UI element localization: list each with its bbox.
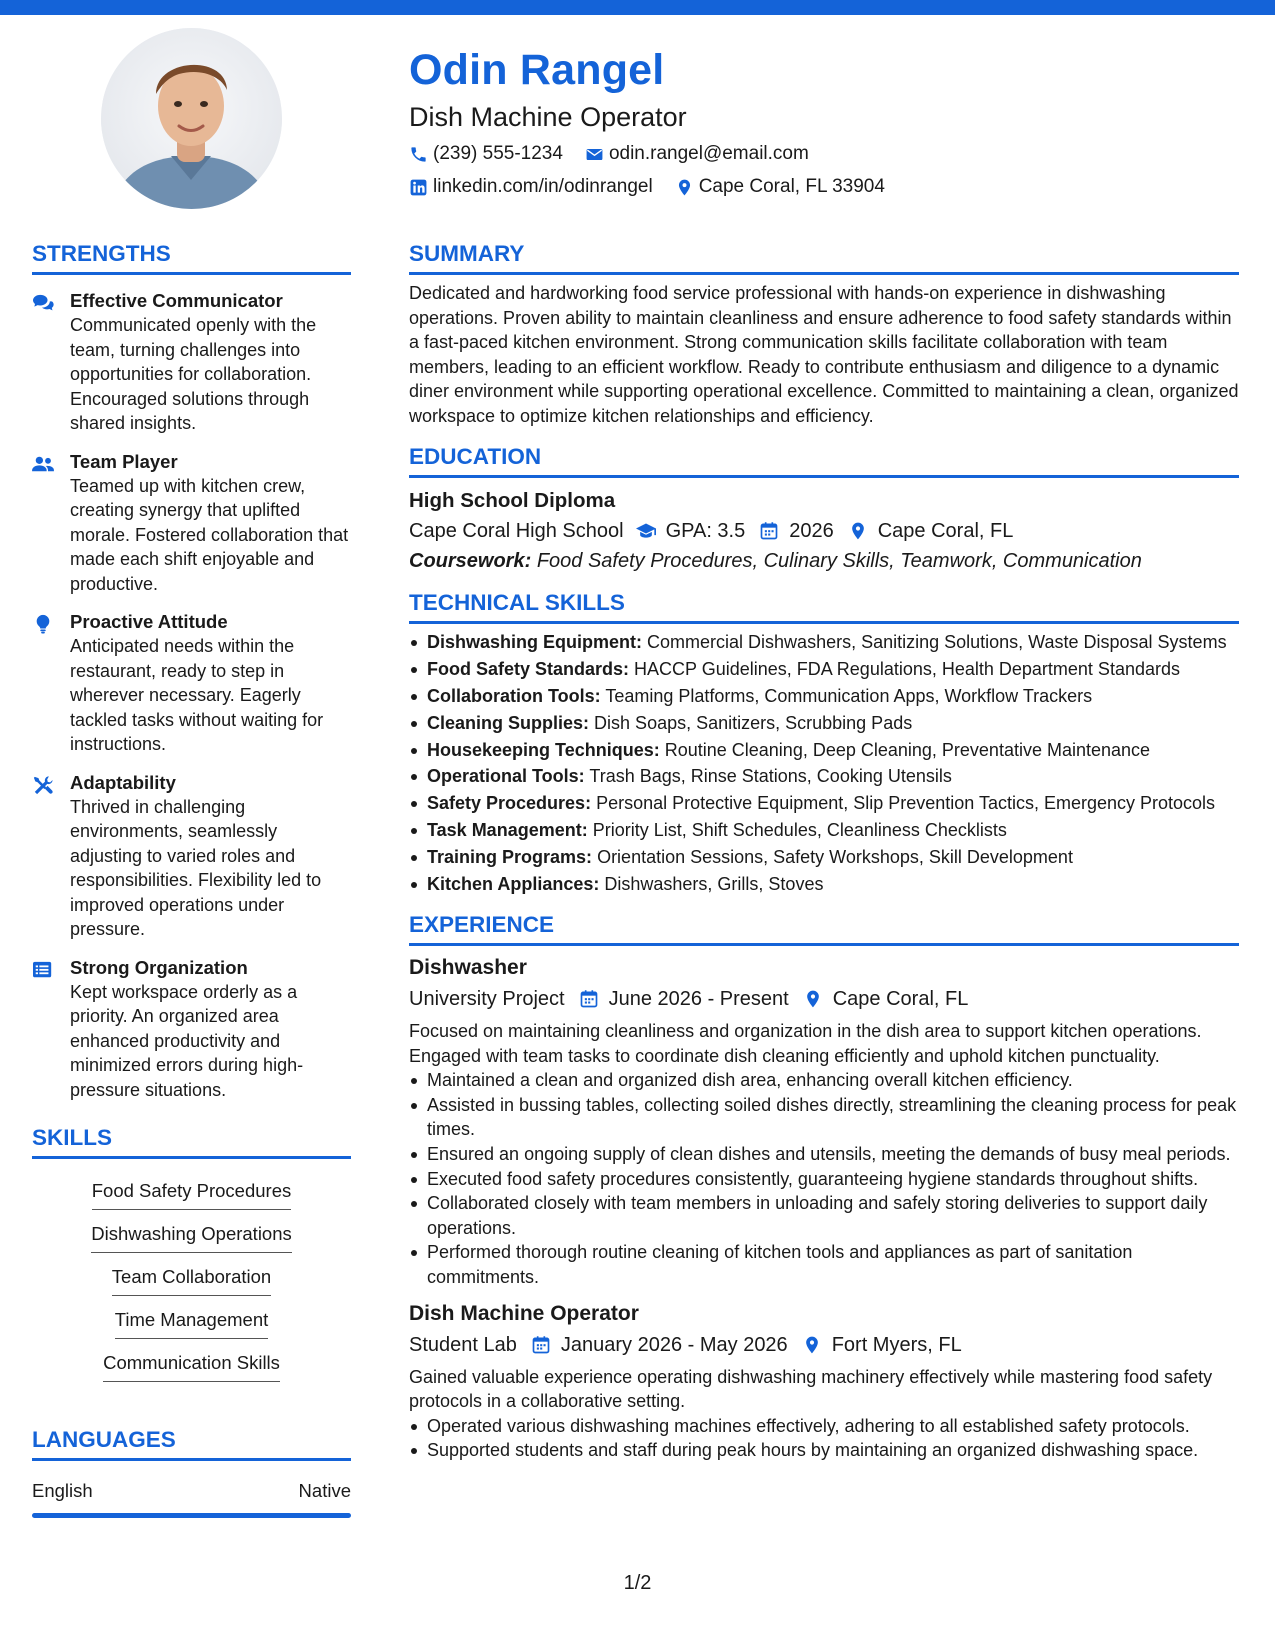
calendar-icon <box>759 521 779 541</box>
skills-heading: SKILLS <box>32 1124 351 1159</box>
tech-skill-label: Kitchen Appliances: <box>427 874 600 895</box>
list-item: Performed thorough routine cleaning of kitchen tools and appliances as part of sanitation commitments. <box>409 1240 1239 1289</box>
page-number: 1/2 <box>623 1572 652 1594</box>
contact-linkedin[interactable] <box>409 175 653 199</box>
tech-skill-label: Training Programs: <box>427 847 593 868</box>
tech-skill-value: Priority List, Shift Schedules, Cleanliness Checklists <box>592 820 1007 841</box>
list-item <box>409 711 1239 736</box>
skill-item: Food Safety Procedures <box>92 1179 292 1210</box>
strength-title: Strong Organization <box>70 956 248 978</box>
list-item: Supported students and staff during peak hours by maintaining an organized dishwashing space. <box>409 1438 1239 1463</box>
job-location: Fort Myers, FL <box>831 1333 962 1356</box>
summary-heading: SUMMARY <box>409 240 1239 275</box>
strength-item <box>32 289 351 436</box>
map-pin-icon <box>675 178 694 197</box>
job-title: Dishwasher <box>409 956 527 980</box>
skill-item: Communication Skills <box>103 1351 280 1382</box>
tech-skill-value: Dish Soaps, Sanitizers, Scrubbing Pads <box>594 712 913 733</box>
job-summary: Gained valuable experience operating dishwashing machinery effectively while mastering food safety protocols in a collaborative setting. <box>409 1366 1213 1412</box>
tech-skill-label: Food Safety Standards: <box>427 658 630 679</box>
language-item <box>32 1479 351 1503</box>
list-item <box>409 657 1239 682</box>
graduation-cap-icon <box>636 521 656 541</box>
map-pin-icon <box>802 1335 822 1355</box>
tech-skill-value: HACCP Guidelines, FDA Regulations, Health Department Standards <box>634 658 1180 679</box>
list-item <box>409 684 1239 709</box>
education-gpa: GPA: 3.5 <box>665 519 746 542</box>
comments-icon <box>32 293 54 313</box>
tech-skill-label: Cleaning Supplies: <box>427 712 590 733</box>
job-dates: June 2026 - Present <box>608 988 789 1011</box>
summary-text: Dedicated and hardworking food service professional with hands-on experience in dishwashing operations. Proven ability to maintain cleanliness and ensure adherence to food safety standards within a fast-paced kitchen environment. Strong communication skills facilitate collaboration with team members, leading to an efficient workflow. Ready to contribute enthusiasm and diligence to a dynamic diner environment while supporting operational excellence. Committed to maintaining a clean, organized workspace to optimize kitchen relationships and efficiency. <box>409 283 1239 426</box>
job-meta <box>409 985 1239 1013</box>
education-year: 2026 <box>789 519 834 542</box>
tech-skill-label: Task Management: <box>427 820 588 841</box>
strength-item <box>32 956 351 1103</box>
strength-desc: Anticipated needs within the restaurant, ready to step in wherever necessary. Eagerly tackled tasks without waiting for instructions. <box>70 636 324 754</box>
tools-icon <box>32 775 54 795</box>
technical-skills-list <box>409 630 1239 897</box>
map-pin-icon <box>803 989 823 1009</box>
job-title: Dish Machine Operator <box>409 1301 639 1325</box>
list-item <box>409 845 1239 870</box>
list-item: Operated various dishwashing machines effectively, adhering to all established safety protocols. <box>409 1414 1239 1439</box>
job-bullets <box>409 1068 1239 1289</box>
phone-text: (239) 555-1234 <box>433 143 563 164</box>
education-location: Cape Coral, FL <box>877 519 1014 542</box>
users-icon <box>32 454 54 474</box>
tech-skill-label: Collaboration Tools: <box>427 685 601 706</box>
profile-photo-image <box>101 28 282 209</box>
location-text: Cape Coral, FL 33904 <box>698 176 885 197</box>
strength-title: Team Player <box>70 450 178 472</box>
list-item <box>409 764 1239 789</box>
skills-list <box>32 1167 351 1382</box>
tech-skill-label: Operational Tools: <box>427 766 585 787</box>
right-column <box>409 240 1239 1463</box>
tech-skill-label: Housekeeping Techniques: <box>427 739 660 760</box>
list-item <box>409 738 1239 763</box>
tech-skill-label: Safety Procedures: <box>427 793 592 814</box>
contact-email[interactable] <box>585 142 809 166</box>
list-item <box>409 791 1239 816</box>
strengths-heading: STRENGTHS <box>32 240 351 275</box>
job-dates: January 2026 - May 2026 <box>560 1333 788 1356</box>
education-school: Cape Coral High School <box>409 519 624 542</box>
list-item: Assisted in bussing tables, collecting soiled dishes directly, streamlining the cleaning process for peak times. <box>409 1093 1239 1142</box>
linkedin-icon <box>409 178 428 197</box>
envelope-icon <box>585 145 604 164</box>
phone-icon <box>409 145 428 164</box>
strength-item <box>32 450 351 597</box>
top-accent-bar <box>0 0 1275 15</box>
education-degree: High School Diploma <box>409 488 616 512</box>
job-entry <box>409 1300 1239 1463</box>
list-item: Collaborated closely with team members in unloading and safely storing deliveries to support daily operations. <box>409 1191 1239 1240</box>
tech-skill-value: Dishwashers, Grills, Stoves <box>604 874 824 895</box>
coursework-label: Coursework: <box>409 549 532 572</box>
experience-heading: EXPERIENCE <box>409 911 1239 946</box>
email-text: odin.rangel@email.com <box>608 143 809 164</box>
tech-skill-value: Trash Bags, Rinse Stations, Cooking Utensils <box>589 766 952 787</box>
strength-title: Adaptability <box>70 771 176 793</box>
list-item <box>409 630 1239 655</box>
lightbulb-icon <box>32 614 54 634</box>
tech-skill-value: Orientation Sessions, Safety Workshops, Skill Development <box>597 847 1073 868</box>
list-item <box>409 818 1239 843</box>
list-item <box>409 872 1239 897</box>
resume-header <box>409 42 1239 199</box>
job-meta <box>409 1331 1239 1359</box>
skill-item: Dishwashing Operations <box>91 1222 292 1253</box>
languages-heading: LANGUAGES <box>32 1426 351 1461</box>
coursework-text: Food Safety Procedures, Culinary Skills, Teamwork, Communication <box>536 549 1142 572</box>
candidate-name: Odin Rangel <box>409 46 665 94</box>
linkedin-text: linkedin.com/in/odinrangel <box>433 176 653 197</box>
calendar-icon <box>531 1335 551 1355</box>
tech-skill-value: Teaming Platforms, Communication Apps, Workflow Trackers <box>605 685 1093 706</box>
technical-skills-heading: TECHNICAL SKILLS <box>409 589 1239 624</box>
contact-phone[interactable] <box>409 142 563 166</box>
strength-desc: Communicated openly with the team, turning challenges into opportunities for collaboration. Encouraged solutions through shared insights. <box>70 315 317 433</box>
language-level: Native <box>298 1480 351 1501</box>
tech-skill-value: Personal Protective Equipment, Slip Prevention Tactics, Emergency Protocols <box>596 793 1216 814</box>
job-entry <box>409 954 1239 1290</box>
calendar-icon <box>579 989 599 1009</box>
tech-skill-value: Commercial Dishwashers, Sanitizing Solutions, Waste Disposal Systems <box>647 631 1227 652</box>
skill-item: Team Collaboration <box>112 1265 271 1296</box>
strength-desc: Kept workspace orderly as a priority. An organized area enhanced productivity and minimized errors during high-pressure situations. <box>70 981 304 1100</box>
list-icon <box>32 960 54 980</box>
skill-item: Time Management <box>115 1308 269 1339</box>
job-org: Student Lab <box>409 1333 517 1356</box>
education-coursework <box>409 547 1239 575</box>
tech-skill-value: Routine Cleaning, Deep Cleaning, Preventative Maintenance <box>664 739 1151 760</box>
language-name: English <box>32 1480 93 1501</box>
job-bullets <box>409 1414 1239 1463</box>
job-summary: Focused on maintaining cleanliness and organization in the dish area to support kitchen operations. Engaged with team tasks to coordinate dish cleaning efficiently and uphold kitchen punctuality. <box>409 1021 1202 1066</box>
tech-skill-label: Dishwashing Equipment: <box>427 631 643 652</box>
list-item: Ensured an ongoing supply of clean dishes and utensils, meeting the demands of busy meal periods. <box>409 1142 1239 1167</box>
contact-location <box>675 175 885 199</box>
job-org: University Project <box>409 988 565 1011</box>
strength-desc: Thrived in challenging environments, seamlessly adjusting to varied roles and responsibilities. Flexibility led to improved operations under pressure. <box>70 796 322 939</box>
map-pin-icon <box>848 521 868 541</box>
strength-item <box>32 610 351 757</box>
language-proficiency-bar <box>32 1513 351 1518</box>
strength-title: Proactive Attitude <box>70 611 228 632</box>
candidate-title: Dish Machine Operator <box>409 102 687 132</box>
list-item: Maintained a clean and organized dish area, enhancing overall kitchen efficiency. <box>409 1068 1239 1093</box>
contact-row-2 <box>409 175 1239 199</box>
job-location: Cape Coral, FL <box>832 988 969 1011</box>
list-item: Executed food safety procedures consistently, guaranteeing hygiene standards throughout shifts. <box>409 1167 1239 1192</box>
contact-row-1 <box>409 142 1239 166</box>
strength-desc: Teamed up with kitchen crew, creating synergy that uplifted morale. Fostered collaboration that made each shift enjoyable and productive. <box>70 475 349 594</box>
profile-photo <box>101 28 282 209</box>
left-column <box>32 240 351 1518</box>
education-meta <box>409 517 1239 545</box>
strength-item <box>32 771 351 942</box>
education-heading: EDUCATION <box>409 443 1239 478</box>
strength-title: Effective Communicator <box>70 290 283 311</box>
